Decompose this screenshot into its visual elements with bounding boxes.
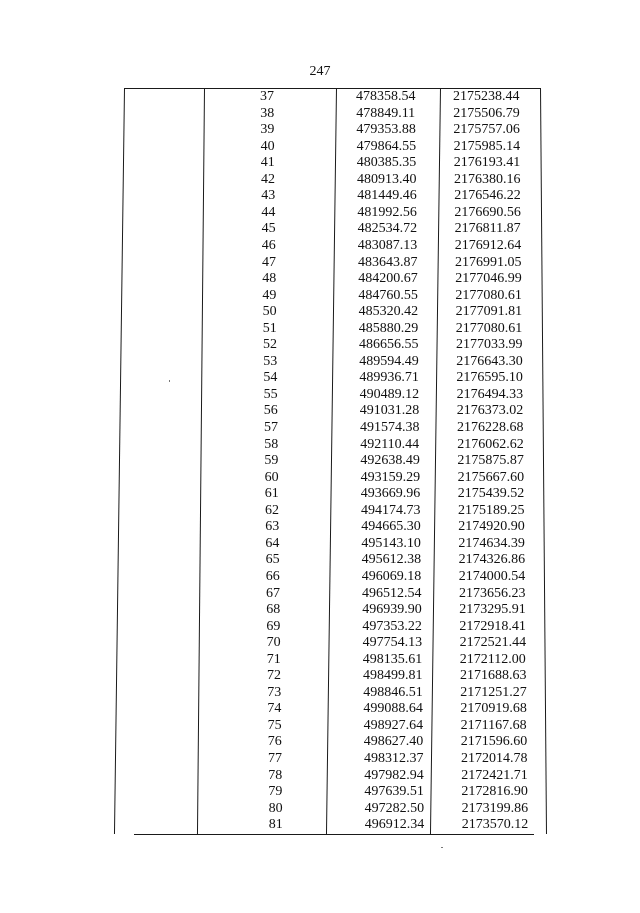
y-coordinate-cell: 2176811.87 [454,221,521,237]
y-coordinate-cell: 2176494.33 [456,386,524,402]
x-coordinate-cell: 496912.34 [364,817,425,833]
point-id-cell: 58 [264,436,279,452]
x-coordinate-cell: 498846.51 [363,684,423,700]
table-row [0,255,640,272]
x-coordinate-cell: 491574.38 [360,420,420,435]
table-row [0,420,640,437]
y-coordinate-cell: 2174920.90 [458,519,525,535]
table-row [0,751,640,768]
page-number: 247 [309,64,331,79]
y-coordinate-cell: 2176380.16 [454,171,521,187]
y-coordinate-cell: 2176643.30 [456,353,523,369]
table-row [0,155,640,172]
y-coordinate-cell: 2175757.06 [453,122,520,138]
point-id-cell: 51 [262,320,277,336]
x-coordinate-cell: 498927.64 [363,717,424,733]
table-row [0,652,640,669]
table-row [0,403,640,420]
table-row [0,188,640,205]
point-id-cell: 61 [264,486,279,502]
x-coordinate-cell: 483087.13 [357,237,418,253]
y-coordinate-cell: 2175985.14 [453,138,521,154]
x-coordinate-cell: 497353.22 [362,618,422,634]
point-id-cell: 46 [261,237,276,253]
y-coordinate-cell: 2171251.27 [460,684,527,700]
table-row [0,337,640,354]
table-row [0,437,640,454]
table-row [0,768,640,785]
table-row [0,304,640,321]
x-coordinate-cell: 492638.49 [360,453,420,469]
point-id-cell: 66 [265,568,280,584]
point-id-cell: 75 [267,717,282,733]
y-coordinate-cell: 2174326.86 [458,552,526,568]
point-id-cell: 55 [263,386,278,402]
table-row [0,139,640,156]
x-coordinate-cell: 478849.11 [356,105,416,121]
point-id-cell: 79 [268,784,283,800]
point-id-cell: 41 [260,155,275,171]
table-row [0,288,640,305]
y-coordinate-cell: 2174634.39 [458,535,525,551]
y-coordinate-cell: 2172918.41 [459,618,526,634]
point-id-cell: 39 [260,122,275,138]
x-coordinate-cell: 489936.71 [359,370,419,386]
y-coordinate-cell: 2175189.25 [458,502,525,518]
point-id-cell: 62 [265,502,279,518]
y-coordinate-cell: 2176690.56 [454,204,521,220]
x-coordinate-cell: 497982.94 [364,767,424,783]
point-id-cell: 42 [261,171,275,187]
x-coordinate-cell: 496512.54 [362,585,422,601]
table-row [0,602,640,619]
point-id-cell: 43 [261,188,276,204]
y-coordinate-cell: 2171596.60 [460,734,528,750]
y-coordinate-cell: 2176193.41 [453,155,521,171]
table-row [0,89,640,106]
table-row [0,321,640,338]
y-coordinate-cell: 2176546.22 [454,188,521,204]
table-row [0,221,640,238]
x-coordinate-cell: 482534.72 [357,221,418,237]
y-coordinate-cell: 2174000.54 [458,568,526,584]
point-id-cell: 56 [263,403,278,419]
table-row [0,635,640,652]
y-coordinate-cell: 2173295.91 [459,602,526,618]
x-coordinate-cell: 495143.10 [361,535,421,551]
x-coordinate-cell: 485880.29 [358,320,419,336]
table-row [0,718,640,735]
table-row [0,271,640,288]
table-row [0,619,640,636]
x-coordinate-cell: 496939.90 [362,602,422,618]
table-bottom-border [134,834,534,835]
point-id-cell: 45 [261,221,276,237]
x-coordinate-cell: 497754.13 [362,635,423,651]
x-coordinate-cell: 494174.73 [361,502,421,518]
x-coordinate-cell: 498499.81 [363,668,423,684]
point-id-cell: 76 [267,734,282,750]
table-row [0,453,640,470]
y-coordinate-cell: 2177080.61 [455,287,522,303]
point-id-cell: 69 [266,618,281,634]
point-id-cell: 38 [260,105,275,121]
y-coordinate-cell: 2175439.52 [457,486,525,502]
y-coordinate-cell: 2172112.00 [459,651,526,667]
table-row [0,238,640,255]
x-coordinate-cell: 493159.29 [360,469,421,485]
table-row [0,370,640,387]
x-coordinate-cell: 483643.87 [358,254,418,270]
y-coordinate-cell: 2172421.71 [461,767,528,783]
point-id-cell: 80 [268,800,283,816]
table-row [0,701,640,718]
y-coordinate-cell: 2176595.10 [456,370,523,386]
x-coordinate-cell: 478358.54 [356,89,416,104]
x-coordinate-cell: 494665.30 [361,519,421,535]
y-coordinate-cell: 2176228.68 [457,420,524,435]
point-id-cell: 70 [266,635,281,651]
x-coordinate-cell: 498627.40 [363,734,424,750]
x-coordinate-cell: 486656.55 [359,337,419,353]
y-coordinate-cell: 2173656.23 [459,585,526,601]
y-coordinate-cell: 2170919.68 [460,701,527,717]
x-coordinate-cell: 493669.96 [360,486,421,502]
point-id-cell: 52 [263,337,277,353]
table-row [0,503,640,520]
x-coordinate-cell: 484200.67 [358,271,418,287]
table-row [0,106,640,123]
point-id-cell: 72 [267,668,281,684]
table-row [0,801,640,818]
table-row [0,536,640,553]
x-coordinate-cell: 480385.35 [356,155,417,171]
point-id-cell: 48 [262,271,277,287]
y-coordinate-cell: 2172816.90 [461,784,528,800]
point-id-cell: 63 [265,519,280,535]
table-row [0,668,640,685]
point-id-cell: 71 [266,651,281,667]
point-id-cell: 60 [264,469,279,485]
point-id-cell: 81 [268,817,283,833]
point-id-cell: 77 [268,751,282,766]
point-id-cell: 59 [264,453,279,469]
y-coordinate-cell: 2175667.60 [457,469,525,485]
x-coordinate-cell: 485320.42 [358,304,419,320]
point-id-cell: 68 [266,602,281,618]
x-coordinate-cell: 481992.56 [357,204,417,220]
y-coordinate-cell: 2177091.81 [455,304,523,320]
point-id-cell: 49 [262,287,277,303]
x-coordinate-cell: 495612.38 [361,552,422,568]
table-row [0,172,640,189]
y-coordinate-cell: 2177080.61 [455,320,523,336]
y-coordinate-cell: 2175238.44 [453,89,520,104]
x-coordinate-cell: 498135.61 [362,651,423,667]
y-coordinate-cell: 2171688.63 [460,668,527,684]
y-coordinate-cell: 2177033.99 [456,337,523,353]
y-coordinate-cell: 2176062.62 [457,436,524,452]
x-coordinate-cell: 481449.46 [357,188,417,204]
table-row [0,486,640,503]
x-coordinate-cell: 498312.37 [364,751,424,766]
y-coordinate-cell: 2173570.12 [461,817,529,833]
table-row [0,205,640,222]
x-coordinate-cell: 479864.55 [356,138,417,154]
y-coordinate-cell: 2173199.86 [461,800,529,816]
x-coordinate-cell: 497282.50 [364,800,425,816]
x-coordinate-cell: 484760.55 [358,287,418,303]
x-coordinate-cell: 499088.64 [363,701,423,717]
y-coordinate-cell: 2176991.05 [455,254,522,270]
point-id-cell: 64 [265,535,280,551]
table-row [0,519,640,536]
y-coordinate-cell: 2175875.87 [457,453,524,469]
x-coordinate-cell: 489594.49 [359,353,419,369]
y-coordinate-cell: 2176912.64 [454,237,522,253]
point-id-cell: 44 [261,204,276,220]
x-coordinate-cell: 480913.40 [357,171,417,187]
y-coordinate-cell: 2177046.99 [455,271,522,287]
y-coordinate-cell: 2171167.68 [460,717,527,733]
point-id-cell: 47 [262,254,276,270]
y-coordinate-cell: 2176373.02 [456,403,524,419]
point-id-cell: 74 [267,701,282,717]
point-id-cell: 50 [262,304,277,320]
x-coordinate-cell: 490489.12 [359,386,420,402]
point-id-cell: 73 [267,684,282,700]
point-id-cell: 54 [263,370,278,386]
table-row [0,122,640,139]
point-id-cell: 40 [260,138,275,154]
table-row [0,569,640,586]
table-row [0,387,640,404]
x-coordinate-cell: 497639.51 [364,784,424,800]
table-row [0,784,640,801]
x-coordinate-cell: 492110.44 [360,436,420,452]
y-coordinate-cell: 2175506.79 [453,105,520,121]
table-row [0,817,640,834]
table-row [0,470,640,487]
scan-speck [441,847,443,848]
y-coordinate-cell: 2172521.44 [459,635,527,651]
table-row [0,354,640,371]
point-id-cell: 37 [260,89,274,104]
point-id-cell: 65 [265,552,280,568]
table-row [0,586,640,603]
x-coordinate-cell: 496069.18 [361,568,422,584]
x-coordinate-cell: 479353.88 [356,122,416,138]
table-row [0,552,640,569]
point-id-cell: 67 [266,585,280,601]
y-coordinate-cell: 2172014.78 [461,751,528,766]
point-id-cell: 57 [264,420,278,435]
point-id-cell: 53 [263,353,278,369]
point-id-cell: 78 [268,767,283,783]
table-row [0,685,640,702]
scan-speck [169,380,170,382]
x-coordinate-cell: 491031.28 [359,403,420,419]
table-row [0,734,640,751]
